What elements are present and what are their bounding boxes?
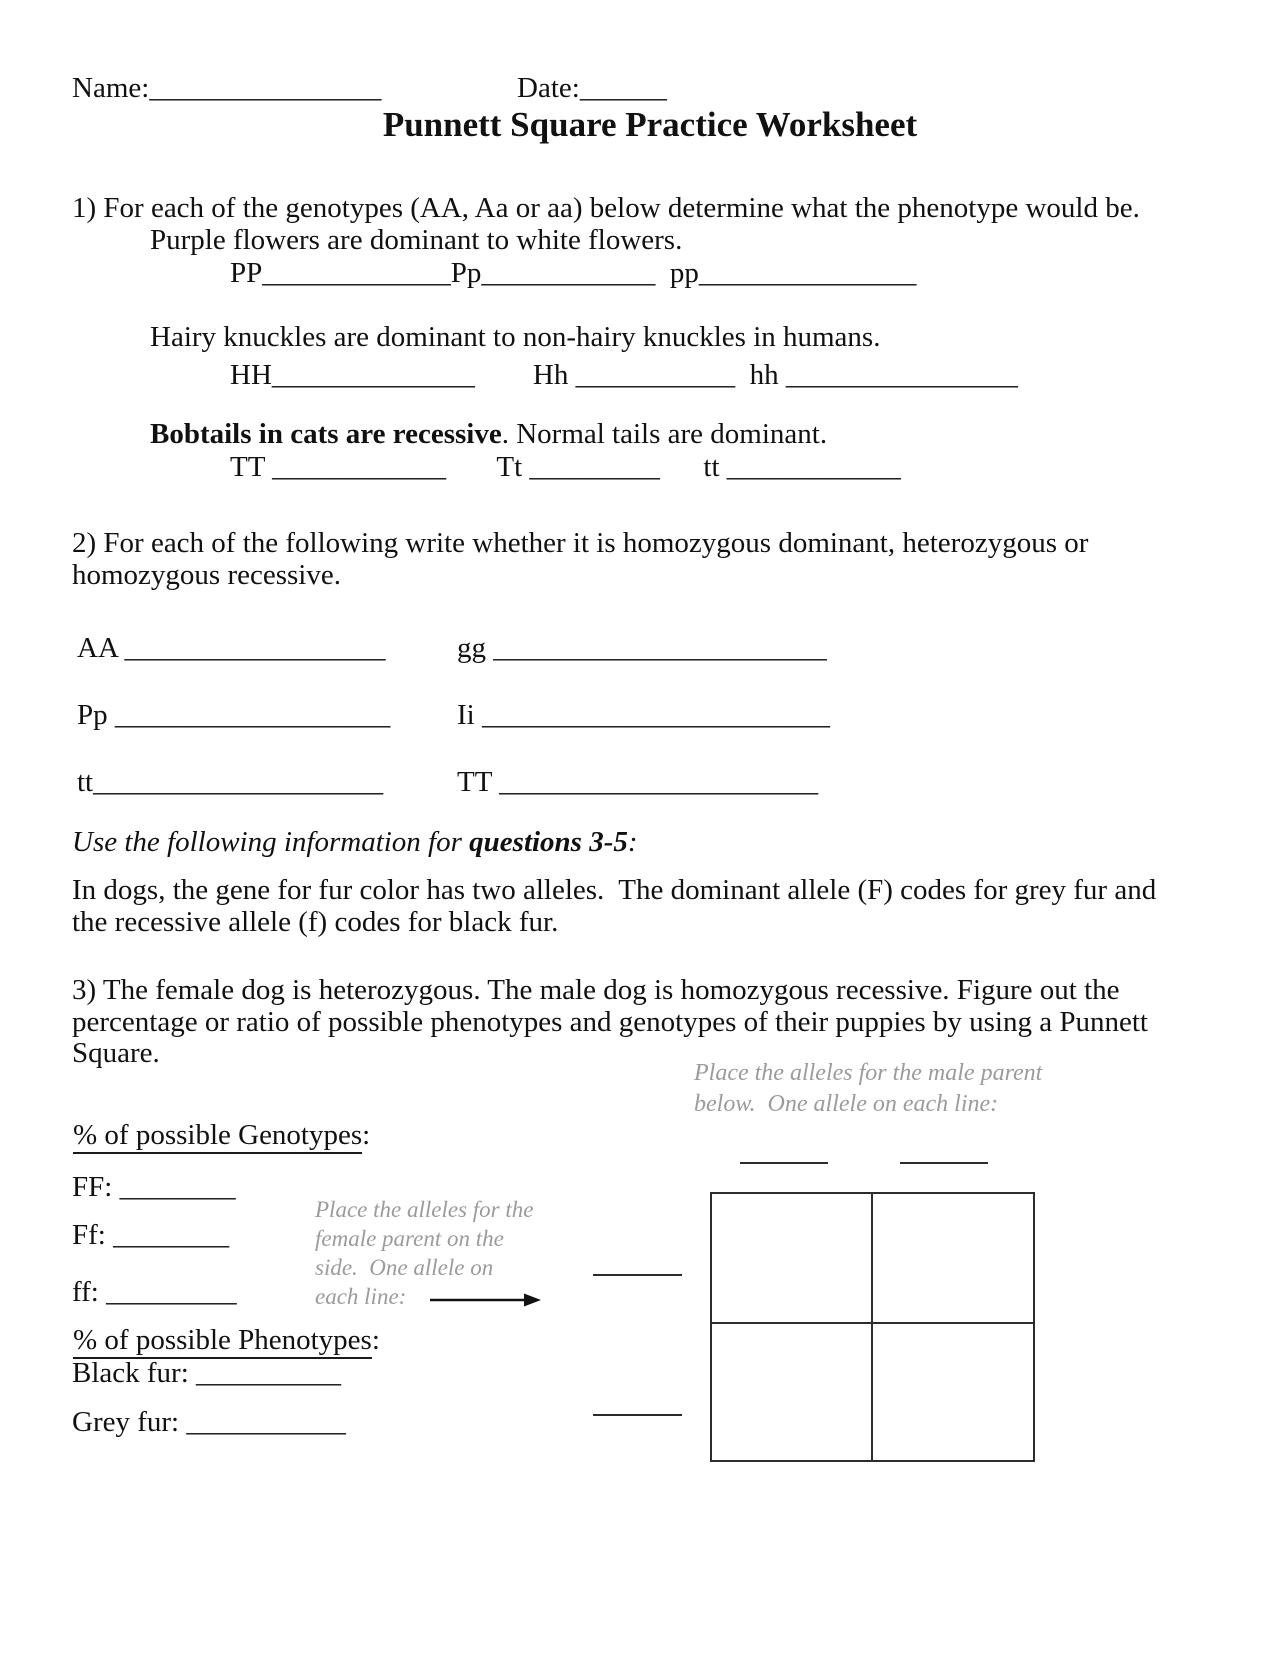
q2-row-aa[interactable]: AA __________________	[77, 632, 386, 664]
date-blank[interactable]: ______	[579, 72, 667, 104]
female-parent-caption-line2: female parent on the	[315, 1226, 504, 1251]
genotype-row-FF[interactable]: FF: ________	[72, 1171, 236, 1203]
female-parent-caption-line1: Place the alleles for the	[315, 1197, 534, 1222]
phenotypes-heading-colon: :	[371, 1324, 380, 1356]
male-allele-blank-2[interactable]	[900, 1162, 988, 1164]
info-intro-colon: :	[627, 826, 638, 858]
q1-knuckles-blanks[interactable]: HH______________ Hh ___________ hh ________________	[230, 359, 1018, 391]
info-body-line1: In dogs, the gene for fur color has two alleles. The dominant allele (F) codes for grey fur and	[72, 874, 1157, 906]
q1-knuckles-statement: Hairy knuckles are dominant to non-hairy knuckles in humans.	[150, 321, 881, 353]
phenotypes-heading-underlined: % of possible Phenotypes	[73, 1324, 372, 1359]
punnett-cell-bottom-right[interactable]	[873, 1324, 1032, 1460]
male-allele-blank-1[interactable]	[740, 1162, 828, 1164]
male-parent-caption-line2: below. One allele on each line:	[694, 1091, 999, 1117]
q1-bobtails-statement	[150, 419, 827, 450]
q1-bobtails-blanks[interactable]: TT ____________ Tt _________ tt ____________	[230, 451, 901, 483]
name-label: Name:	[72, 72, 150, 104]
q2-row-pp[interactable]: Pp ___________________	[77, 699, 391, 731]
right-arrow-icon	[430, 1292, 542, 1308]
q3-line2: percentage or ratio of possible phenotypes and genotypes of their puppies by using a Punnett	[72, 1006, 1148, 1038]
phenotype-row-black-fur[interactable]: Black fur: __________	[72, 1357, 342, 1389]
info-body-line2: the recessive allele (f) codes for black fur.	[72, 906, 559, 938]
male-parent-caption-line1: Place the alleles for the male parent	[694, 1060, 1043, 1086]
q2-prompt-line2: homozygous recessive.	[72, 559, 341, 591]
genotype-row-ff[interactable]: ff: _________	[72, 1276, 237, 1308]
phenotype-row-grey-fur[interactable]: Grey fur: ___________	[72, 1406, 346, 1438]
female-parent-caption-line4: each line:	[315, 1284, 407, 1309]
genotypes-heading-underlined: % of possible Genotypes	[73, 1119, 362, 1154]
female-parent-caption-line3: side. One allele on	[315, 1255, 494, 1280]
info-intro-bold: questions 3-5	[469, 826, 628, 858]
q2-row-TT[interactable]: TT ______________________	[457, 766, 819, 798]
q2-row-tt[interactable]: tt____________________	[77, 766, 384, 798]
name-blank[interactable]: ________________	[149, 72, 382, 104]
punnett-cell-top-right[interactable]	[873, 1194, 1032, 1322]
q3-line3: Square.	[72, 1037, 160, 1069]
q1-bobtails-rest: . Normal tails are dominant.	[501, 418, 828, 450]
phenotypes-heading	[73, 1325, 380, 1356]
q3-line1: 3) The female dog is heterozygous. The male dog is homozygous recessive. Figure out the	[72, 974, 1120, 1006]
q2-row-gg[interactable]: gg _______________________	[457, 632, 827, 664]
punnett-cell-top-left[interactable]	[712, 1194, 871, 1322]
name-date-row	[72, 73, 381, 104]
info-intro	[72, 827, 638, 858]
genotypes-heading	[73, 1120, 370, 1151]
page-title: Punnett Square Practice Worksheet	[382, 105, 918, 144]
info-intro-italic: Use the following information for	[72, 826, 470, 858]
date-label: Date:	[517, 72, 580, 104]
q1-prompt: 1) For each of the genotypes (AA, Aa or aa) below determine what the phenotype would be.	[72, 192, 1140, 224]
genotypes-heading-colon: :	[362, 1119, 371, 1151]
q1-flowers-blanks[interactable]: PP_____________Pp____________ pp_______________	[230, 257, 917, 289]
q2-row-ii[interactable]: Ii ________________________	[457, 699, 830, 731]
punnett-cell-bottom-left[interactable]	[712, 1324, 871, 1460]
date-row	[517, 73, 667, 104]
female-allele-blank-2[interactable]	[593, 1414, 682, 1416]
q1-bobtails-bold: Bobtails in cats are recessive	[150, 418, 502, 450]
q1-flowers-statement: Purple flowers are dominant to white flowers.	[150, 224, 683, 256]
genotype-row-Ff[interactable]: Ff: ________	[72, 1219, 230, 1251]
q2-prompt-line1: 2) For each of the following write whether it is homozygous dominant, heterozygous or	[72, 527, 1089, 559]
female-allele-blank-1[interactable]	[593, 1274, 682, 1276]
